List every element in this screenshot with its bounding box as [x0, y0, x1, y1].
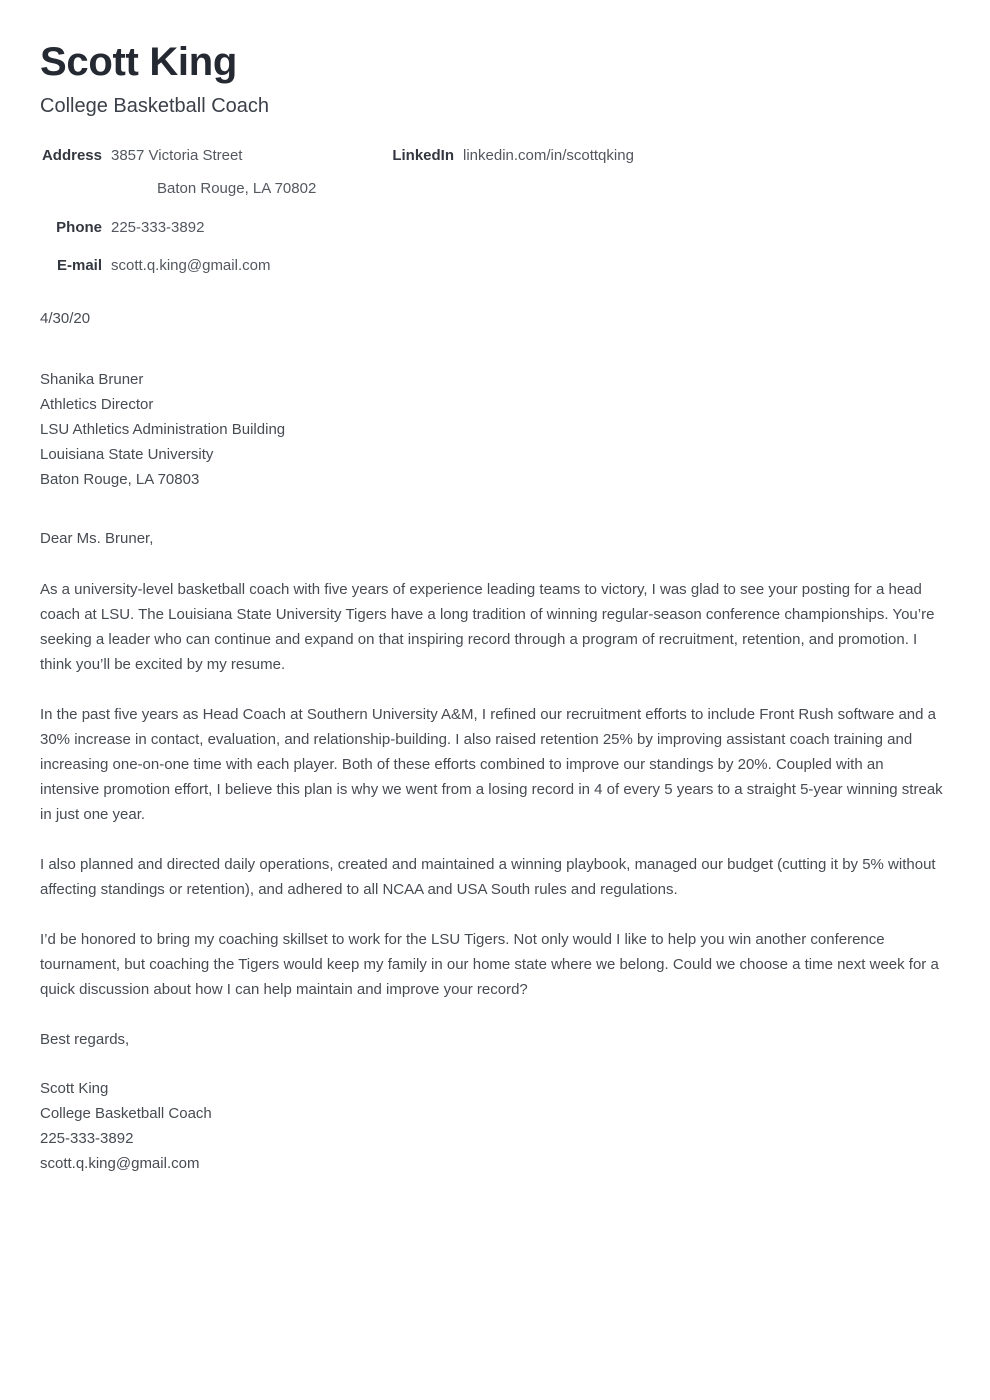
page-title: Scott King	[40, 40, 237, 84]
email-value[interactable]: scott.q.king@gmail.com	[111, 256, 271, 274]
signature-block	[40, 1076, 946, 1176]
body-paragraph: I also planned and directed daily operations, created and maintained a winning playbook, managed our budget (cutting it by 5% without affecting standings or retention), and adhered to all NCAA and USA South rules and regulations.	[40, 856, 936, 898]
contact-row-email	[40, 254, 386, 277]
body-paragraph: In the past five years as Head Coach at Southern University A&M, I refined our recruitment efforts to include Front Rush software and a 30% increase in contact, evaluation, and relationship-building. I also raised retention 25% by improving assistant coach training and increasing one-on-one time with each player. Both of these efforts combined to improve our standings by 20%. Coupled with an intensive promotion effort, I believe this plan is why we went from a losing record in 4 of every 5 years to a straight 5-year winning streak in just one year.	[40, 706, 943, 823]
recipient-line: Shanika Bruner	[40, 371, 144, 388]
signature-line: College Basketball Coach	[40, 1105, 212, 1122]
address-value	[102, 144, 316, 201]
address-line-2: Baton Rouge, LA 70802	[157, 180, 317, 198]
contact-row-linkedin	[386, 144, 634, 167]
contact-block	[40, 144, 946, 277]
letter-date: 4/30/20	[40, 310, 91, 327]
recipient-line: LSU Athletics Administration Building	[40, 421, 286, 438]
recipient-address-block	[40, 367, 946, 492]
phone-label: Phone	[56, 218, 102, 236]
signature-line[interactable]: scott.q.king@gmail.com	[40, 1155, 200, 1172]
signature-line: 225-333-3892	[40, 1130, 134, 1147]
email-label: E-mail	[56, 256, 102, 274]
body-paragraph: As a university-level basketball coach with five years of experience leading teams to victory, I was glad to see your posting for a head coach at LSU. The Louisiana State University Tigers have a long tradition of winning regular-season conference championships. You’re seeking a leader who can continue and expand on that inspiring record through a program of recruitment, retention, and promotion. I think you’ll be excited by my resume.	[40, 581, 935, 673]
phone-value: 225-333-3892	[111, 218, 205, 236]
contact-row-address	[40, 144, 386, 201]
signoff: Best regards,	[40, 1031, 130, 1048]
address-label: Address	[41, 147, 102, 164]
address-line-1: 3857 Victoria Street	[111, 147, 243, 164]
recipient-line: Athletics Director	[40, 396, 154, 413]
salutation: Dear Ms. Bruner,	[40, 530, 154, 547]
signature-line: Scott King	[40, 1080, 109, 1097]
body-paragraph: I’d be honored to bring my coaching skillset to work for the LSU Tigers. Not only would I like to help you win another conference tournament, but coaching the Tigers would keep my family in our home state where we belong. Could we choose a time next week for a quick discussion about how I can help maintain and improve your record?	[40, 931, 939, 998]
recipient-line: Louisiana State University	[40, 446, 214, 463]
contact-row-phone	[40, 216, 386, 239]
linkedin-value[interactable]: linkedin.com/in/scottqking	[463, 147, 634, 164]
job-title: College Basketball Coach	[40, 95, 270, 117]
contact-column-left	[40, 144, 386, 277]
contact-column-right	[386, 144, 634, 167]
linkedin-label: LinkedIn	[392, 147, 454, 164]
recipient-line: Baton Rouge, LA 70803	[40, 471, 200, 488]
